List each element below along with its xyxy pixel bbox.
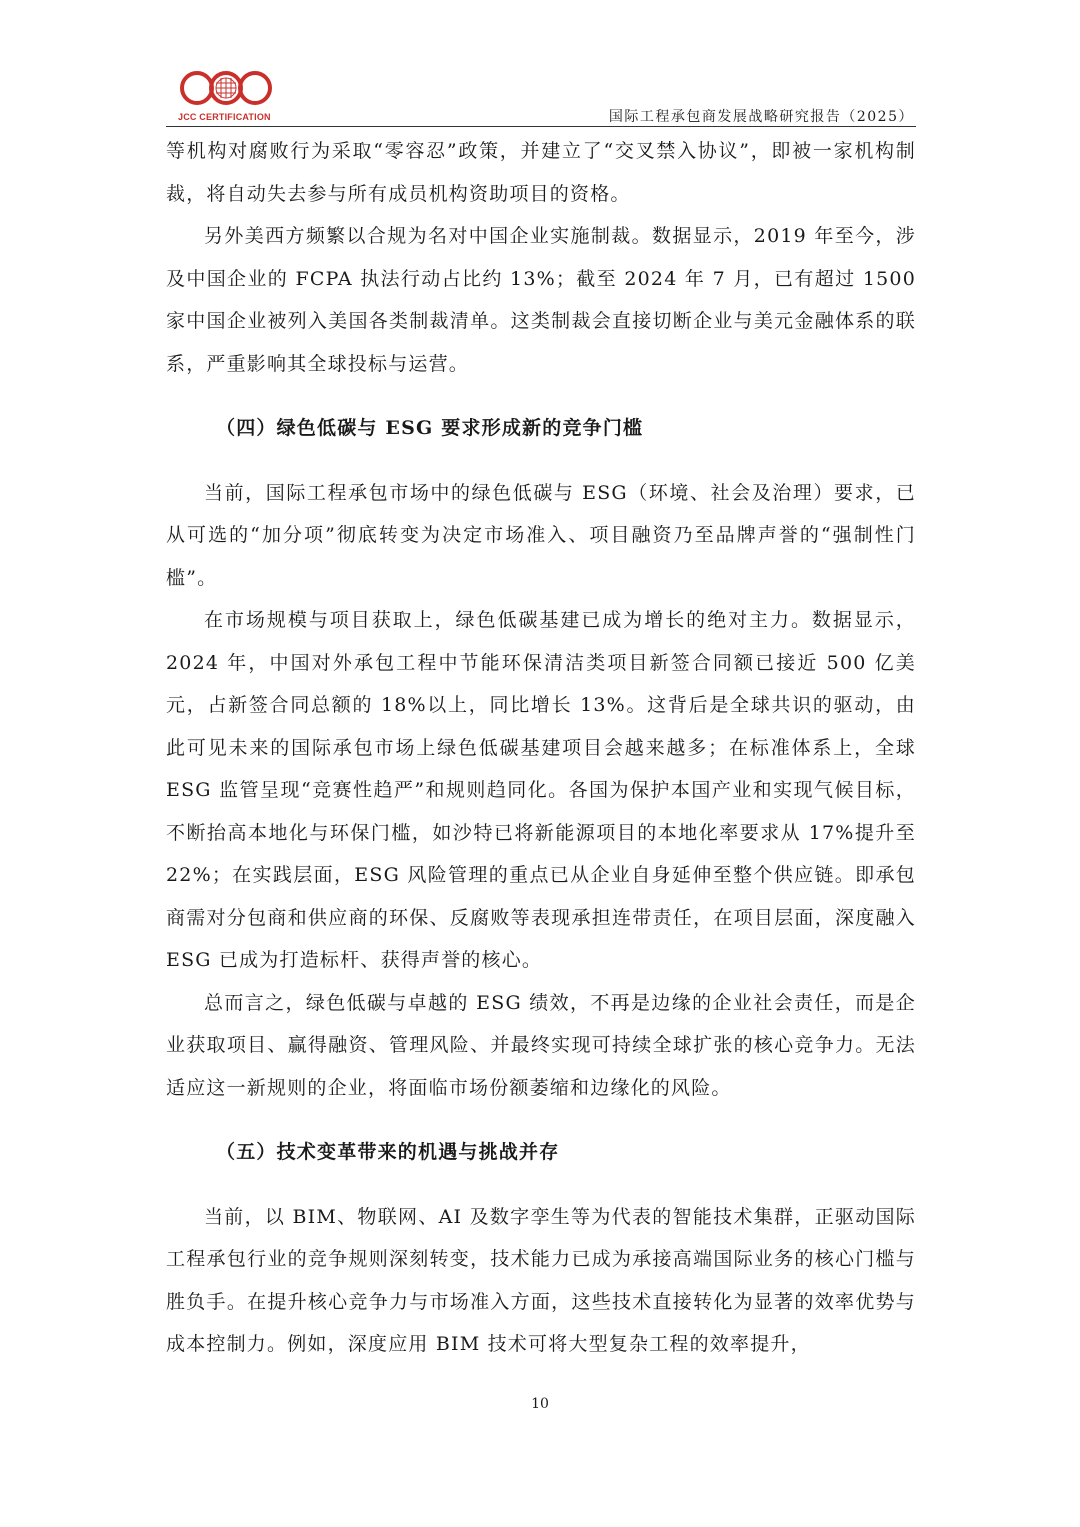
header-divider [166,126,916,127]
paragraph-esg-threshold: 当前，国际工程承包市场中的绿色低碳与 ESG（环境、社会及治理）要求，已从可选的“加分项”彻底转变为决定市场准入、项目融资乃至品牌声誉的“强制性门槛”。 [166,481,916,589]
paragraph-continued: 等机构对腐败行为采取“零容忍”政策，并建立了“交叉禁入协议”，即被一家机构制裁，将自动失去参与所有成员机构资助项目的资格。 [166,140,916,205]
report-title: 国际工程承包商发展战略研究报告（2025） [608,109,914,125]
paragraph-green-infrastructure: 在市场规模与项目获取上，绿色低碳基建已成为增长的绝对主力。数据显示，2024 年，中国对外承包工程中节能环保清洁类项目新签合同额已接近 500 亿美元，占新签合同总额的 18%以上，同比增长 13%。这背后是全球共识的驱动，由此可见未来的国际承包市场上绿色低碳基建项目会越来越多；在标准体系上，全球 ESG 监管呈现“竞赛性趋严”和规则趋同化。各国为保护本国产业和实现气候目标，不断抬高本地化与环保门槛，如沙特已将新能源项目的本地化率要求从 17%提升至 22%；在实践层面，ESG 风险管理的重点已从企业自身延伸至整个供应链。即承包商需对分包商和供应商的环保、反腐败等表现承担连带责任，在项目层面，深度融入 ESG 已成为打造标杆、获得声誉的核心。 [166,609,916,971]
section-heading-5: （五）技术变革带来的机遇与挑战并存 [216,1141,560,1163]
section-heading-4: （四）绿色低碳与 ESG 要求形成新的竞争门槛 [216,417,644,439]
logo-text: JCC CERTIFICATION [178,112,271,122]
page-header [166,60,916,128]
paragraph-sanctions: 另外美西方频繁以合规为名对中国企业实施制裁。数据显示，2019 年至今，涉及中国企业的 FCPA 执法行动占比约 13%；截至 2024 年 7 月，已有超过 1500 家中国企业被列入美国各类制裁清单。这类制裁会直接切断企业与美元金融体系的联系，严重影响其全球投标与运营。 [166,225,916,375]
page-body [166,130,916,1366]
logo-rings-icon [176,65,276,111]
page-number: 10 [531,1396,549,1412]
jcc-logo [176,65,276,123]
paragraph-technology: 当前，以 BIM、物联网、AI 及数字孪生等为代表的智能技术集群，正驱动国际工程承包行业的竞争规则深刻转变，技术能力已成为承接高端国际业务的核心门槛与胜负手。在提升核心竞争力与市场准入方面，这些技术直接转化为显著的效率优势与成本控制力。例如，深度应用 BIM 技术可将大型复杂工程的效率提升， [166,1205,916,1355]
paragraph-summary: 总而言之，绿色低碳与卓越的 ESG 绩效，不再是边缘的企业社会责任，而是企业获取项目、赢得融资、管理风险、并最终实现可持续全球扩张的核心竞争力。无法适应这一新规则的企业，将面临市场份额萎缩和边缘化的风险。 [166,991,916,1099]
